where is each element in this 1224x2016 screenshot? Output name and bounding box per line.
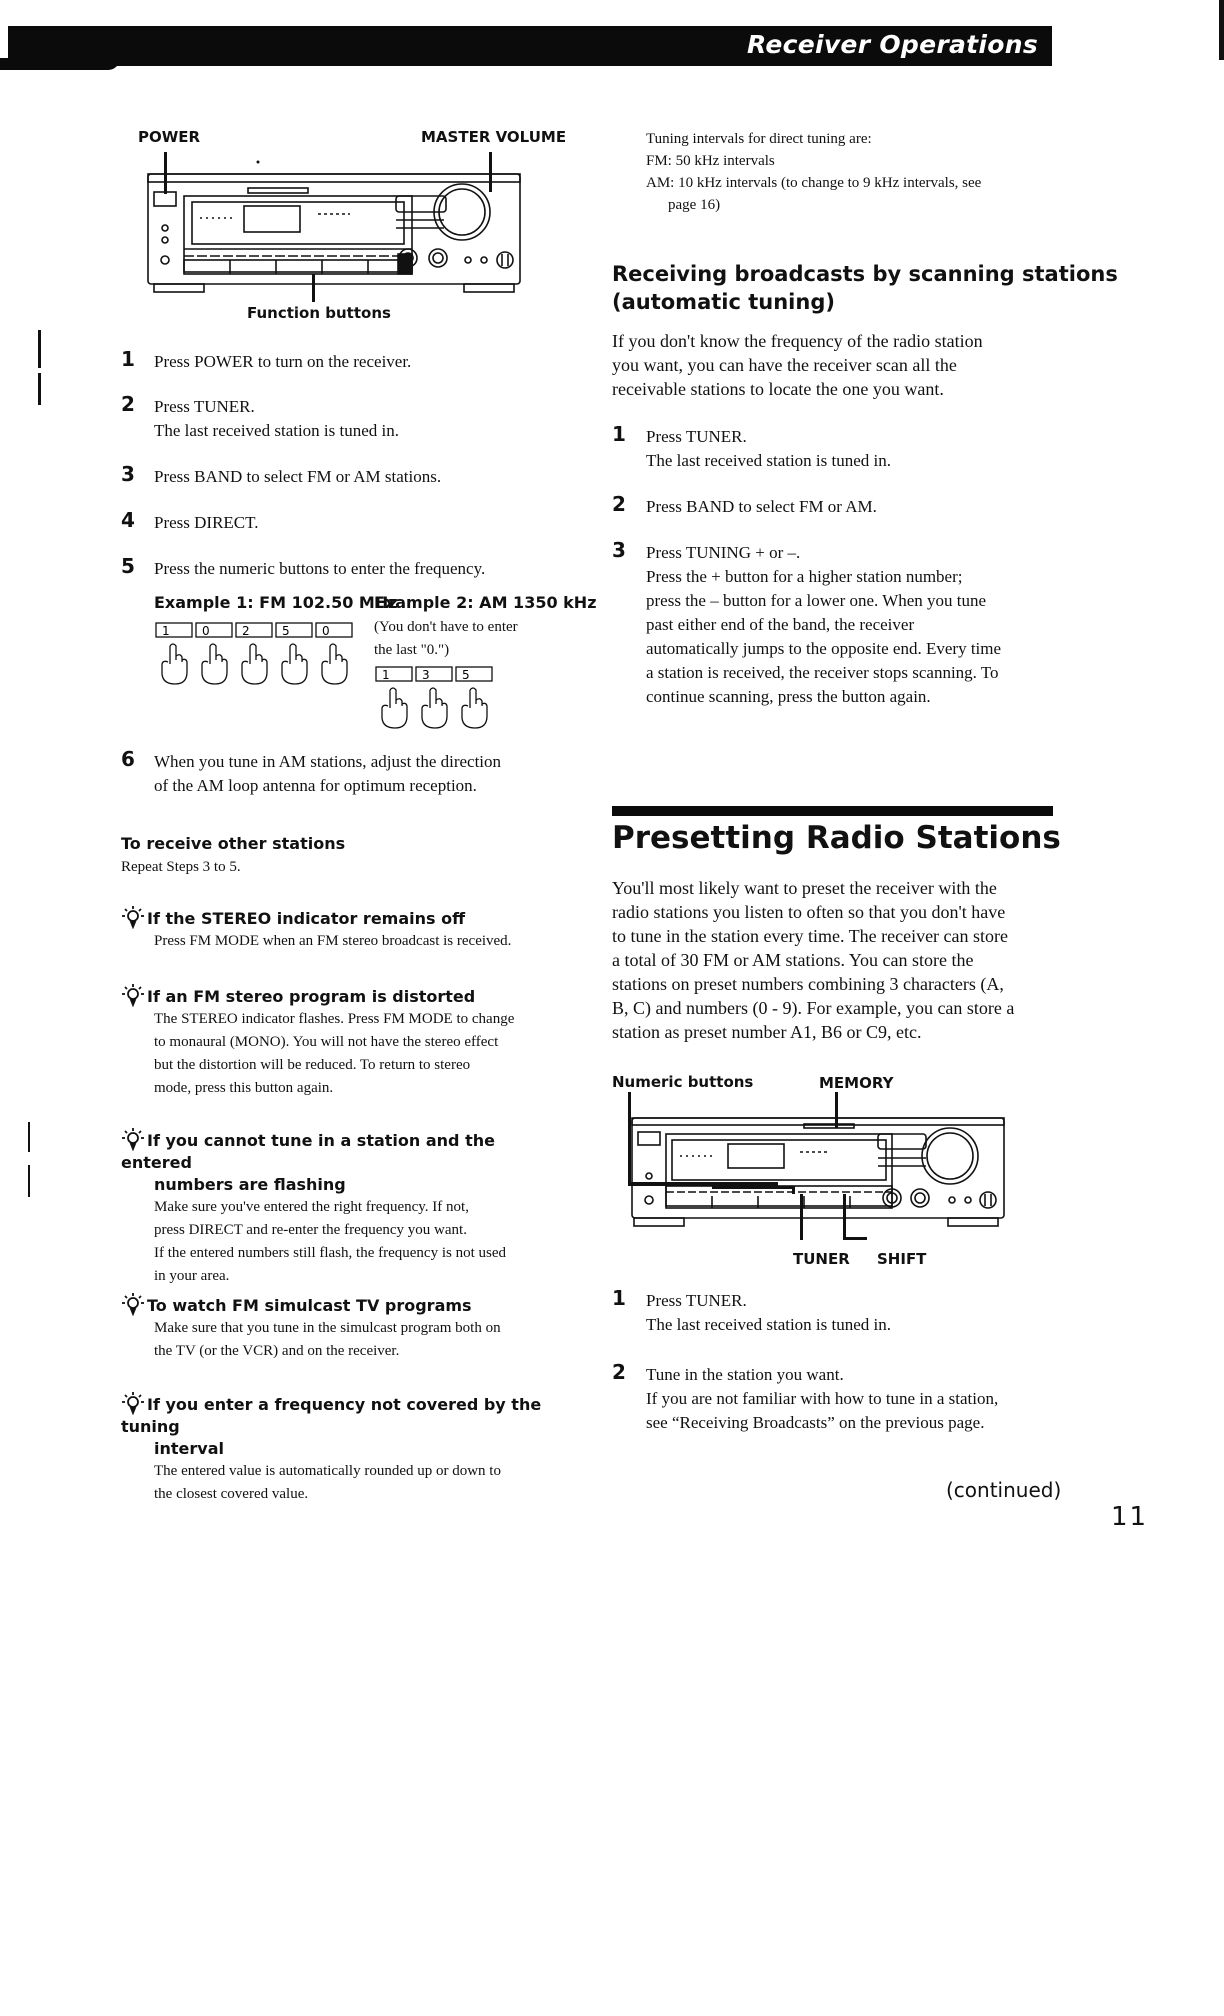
step-subtext: The last received station is tuned in.: [646, 451, 892, 470]
numeric-key: [316, 623, 352, 684]
tip-4: [121, 1292, 566, 1363]
step-subtext: automatically jumps to the opposite end. Every time: [646, 639, 1002, 658]
numeric-key: [416, 667, 452, 728]
hand-press-icon: [322, 644, 347, 684]
lightbulb-icon: [121, 1391, 145, 1415]
page-number: 11: [1111, 1502, 1149, 1532]
tip-title: To watch FM simulcast TV programs: [147, 1296, 472, 1315]
step-number: 3: [121, 462, 135, 486]
margin-mark: [38, 330, 41, 368]
hand-press-icon: [202, 644, 227, 684]
presetting-intro: station as preset number A1, B6 or C9, etc.: [612, 1022, 922, 1042]
function-buttons-label: Function buttons: [247, 304, 391, 322]
step-number: 3: [612, 538, 626, 562]
other-stations-text: Repeat Steps 3 to 5.: [121, 859, 241, 875]
header-banner: [8, 26, 1052, 66]
tip-title: If an FM stereo program is distorted: [147, 987, 476, 1006]
step-subtext: The last received station is tuned in.: [646, 1315, 892, 1334]
receiver-preset-diagram: [620, 1092, 1020, 1240]
step-text: Press BAND to select FM or AM.: [646, 497, 877, 516]
continued-label: (continued): [946, 1478, 1062, 1502]
step-text: Press the numeric buttons to enter the frequency.: [154, 559, 486, 578]
step-subtext: press the – button for a lower one. When you tune: [646, 591, 987, 610]
step-number: 1: [121, 347, 135, 371]
tip-title: If the STEREO indicator remains off: [147, 909, 466, 928]
step-text: Press BAND to select FM or AM stations.: [154, 467, 442, 486]
step-number: 1: [612, 1286, 626, 1310]
numeric-key: [196, 623, 232, 684]
memory-label: MEMORY: [819, 1074, 894, 1092]
key-label: 2: [242, 624, 250, 638]
presetting-intro: to tune in the station every time. The receiver can store: [612, 926, 1009, 946]
tip-title: numbers are flashing: [154, 1175, 346, 1194]
numeric-key: [376, 667, 412, 728]
key-label: 1: [162, 624, 170, 638]
step-text: Tune in the station you want.: [646, 1365, 844, 1384]
step-text: Press TUNER.: [646, 427, 747, 446]
top-strip: [148, 174, 520, 182]
step-text: Press TUNER.: [154, 397, 255, 416]
intervals-line: page 16): [668, 197, 721, 213]
tip-title: If you enter a frequency not covered by the tuning: [121, 1395, 542, 1436]
tip-line: The entered value is automatically rounded up or down to: [154, 1463, 501, 1479]
key-label: 0: [322, 624, 330, 638]
foot: [464, 284, 514, 292]
scanning-title: (automatic tuning): [612, 290, 835, 314]
receiver-front-panel-diagram: [140, 148, 530, 303]
example-1-keypad: [154, 620, 364, 690]
step-text: Press DIRECT.: [154, 513, 259, 532]
tip-line: mode, press this button again.: [154, 1080, 334, 1096]
key-label: 5: [462, 668, 470, 682]
intervals-line: FM: 50 kHz intervals: [646, 153, 775, 169]
numeric-key: [276, 623, 312, 684]
tip-line: Make sure that you tune in the simulcast program both on: [154, 1320, 501, 1336]
step-text: of the AM loop antenna for optimum reception.: [154, 776, 477, 795]
tip-line: to monaural (MONO). You will not have the stereo effect: [154, 1034, 499, 1050]
example-2-note: (You don't have to enter: [374, 619, 518, 635]
scanning-intro: If you don't know the frequency of the radio station: [612, 331, 983, 351]
foot: [154, 284, 204, 292]
step-text: Press POWER to turn on the receiver.: [154, 352, 412, 371]
tip-line: Make sure you've entered the right frequency. If not,: [154, 1199, 469, 1215]
step-text: Press TUNER.: [646, 1291, 747, 1310]
step-number: 2: [612, 1360, 626, 1384]
tip-2: [121, 983, 566, 1100]
power-label: POWER: [138, 128, 201, 146]
tip-line: but the distortion will be reduced. To return to stereo: [154, 1057, 471, 1073]
key-label: 5: [282, 624, 290, 638]
step-subtext: If you are not familiar with how to tune in a station,: [646, 1389, 999, 1408]
example-2-keypad: [374, 664, 504, 734]
power-button: [154, 192, 176, 206]
key-label: 0: [202, 624, 210, 638]
key-label: 1: [382, 668, 390, 682]
scanning-intro: receivable stations to locate the one you want.: [612, 379, 944, 399]
example-2-note: the last "0."): [374, 642, 450, 658]
step-number: 6: [121, 747, 135, 771]
numeric-buttons-label: Numeric buttons: [612, 1073, 754, 1091]
step-subtext: past either end of the band, the receiver: [646, 615, 915, 634]
hand-press-icon: [422, 688, 447, 728]
shift-label: SHIFT: [877, 1250, 927, 1268]
step-number: 2: [121, 392, 135, 416]
step-subtext: continue scanning, press the button again.: [646, 687, 931, 706]
receiver-body: [148, 174, 520, 284]
step-number: 1: [612, 422, 626, 446]
section-rule: [612, 806, 1053, 816]
hand-press-icon: [462, 688, 487, 728]
hand-press-icon: [382, 688, 407, 728]
scanning-intro: you want, you can have the receiver scan all the: [612, 355, 957, 375]
tip-line: If the entered numbers still flash, the frequency is not used: [154, 1245, 506, 1261]
example-1-title: Example 1: FM 102.50 MHz: [154, 593, 398, 612]
step-number: 4: [121, 508, 135, 532]
tip-line: Press FM MODE when an FM stereo broadcast is received.: [154, 933, 512, 949]
step-subtext: a station is received, the receiver stops scanning. To: [646, 663, 999, 682]
key-label: 3: [422, 668, 430, 682]
step-subtext: The last received station is tuned in.: [154, 421, 400, 440]
lightbulb-icon: [121, 1127, 145, 1151]
header-banner-tail: [0, 58, 120, 70]
example-2-title: Example 2: AM 1350 kHz: [374, 593, 597, 612]
tip-title: If you cannot tune in a station and the entered: [121, 1131, 495, 1172]
hand-press-icon: [162, 644, 187, 684]
presetting-intro: B, C) and numbers (0 - 9). For example, you can store a: [612, 998, 1015, 1018]
presetting-intro: radio stations you listen to often so that you don't have: [612, 902, 1006, 922]
margin-mark: [28, 1165, 30, 1197]
hand-press-icon: [282, 644, 307, 684]
margin-mark: [38, 373, 41, 405]
tuner-label: TUNER: [793, 1250, 850, 1268]
numeric-key: [156, 623, 192, 684]
step-subtext: see “Receiving Broadcasts” on the previous page.: [646, 1413, 985, 1432]
page-edge-mark: [1219, 0, 1224, 60]
presetting-title: Presetting Radio Stations: [612, 820, 1061, 856]
presetting-intro: stations on preset numbers combining 3 characters (A,: [612, 974, 1004, 994]
scanning-title: Receiving broadcasts by scanning stations: [612, 262, 1118, 286]
tip-line: The STEREO indicator flashes. Press FM MODE to change: [154, 1011, 515, 1027]
lightbulb-icon: [121, 1292, 145, 1316]
intervals-line: Tuning intervals for direct tuning are:: [646, 131, 872, 147]
tip-line: in your area.: [154, 1268, 230, 1284]
tip-1: [121, 905, 566, 953]
other-stations-title: To receive other stations: [121, 834, 346, 853]
margin-mark: [28, 1122, 30, 1152]
master-volume-label: MASTER VOLUME: [421, 128, 567, 146]
numeric-key: [456, 667, 492, 728]
step-text: Press TUNING + or –.: [646, 543, 801, 562]
presetting-intro: a total of 30 FM or AM stations. You can store the: [612, 950, 974, 970]
numeric-key: [236, 623, 272, 684]
step-subtext: Press the + button for a higher station number;: [646, 567, 963, 586]
tip-line: press DIRECT and re-enter the frequency you want.: [154, 1222, 467, 1238]
tip-line: the closest covered value.: [154, 1486, 309, 1502]
hand-press-icon: [242, 644, 267, 684]
lightbulb-icon: [121, 983, 145, 1007]
step-number: 2: [612, 492, 626, 516]
intervals-line: AM: 10 kHz intervals (to change to 9 kHz intervals, see: [646, 175, 982, 191]
presetting-intro: You'll most likely want to preset the receiver with the: [612, 878, 997, 898]
tip-5: [121, 1391, 566, 1506]
step-text: When you tune in AM stations, adjust the direction: [154, 752, 502, 771]
step-number: 5: [121, 554, 135, 578]
tip-title: interval: [154, 1439, 224, 1458]
tip-line: the TV (or the VCR) and on the receiver.: [154, 1343, 400, 1359]
lightbulb-icon: [121, 905, 145, 929]
tip-3: [121, 1127, 566, 1288]
section-title: Receiver Operations: [747, 30, 1038, 59]
